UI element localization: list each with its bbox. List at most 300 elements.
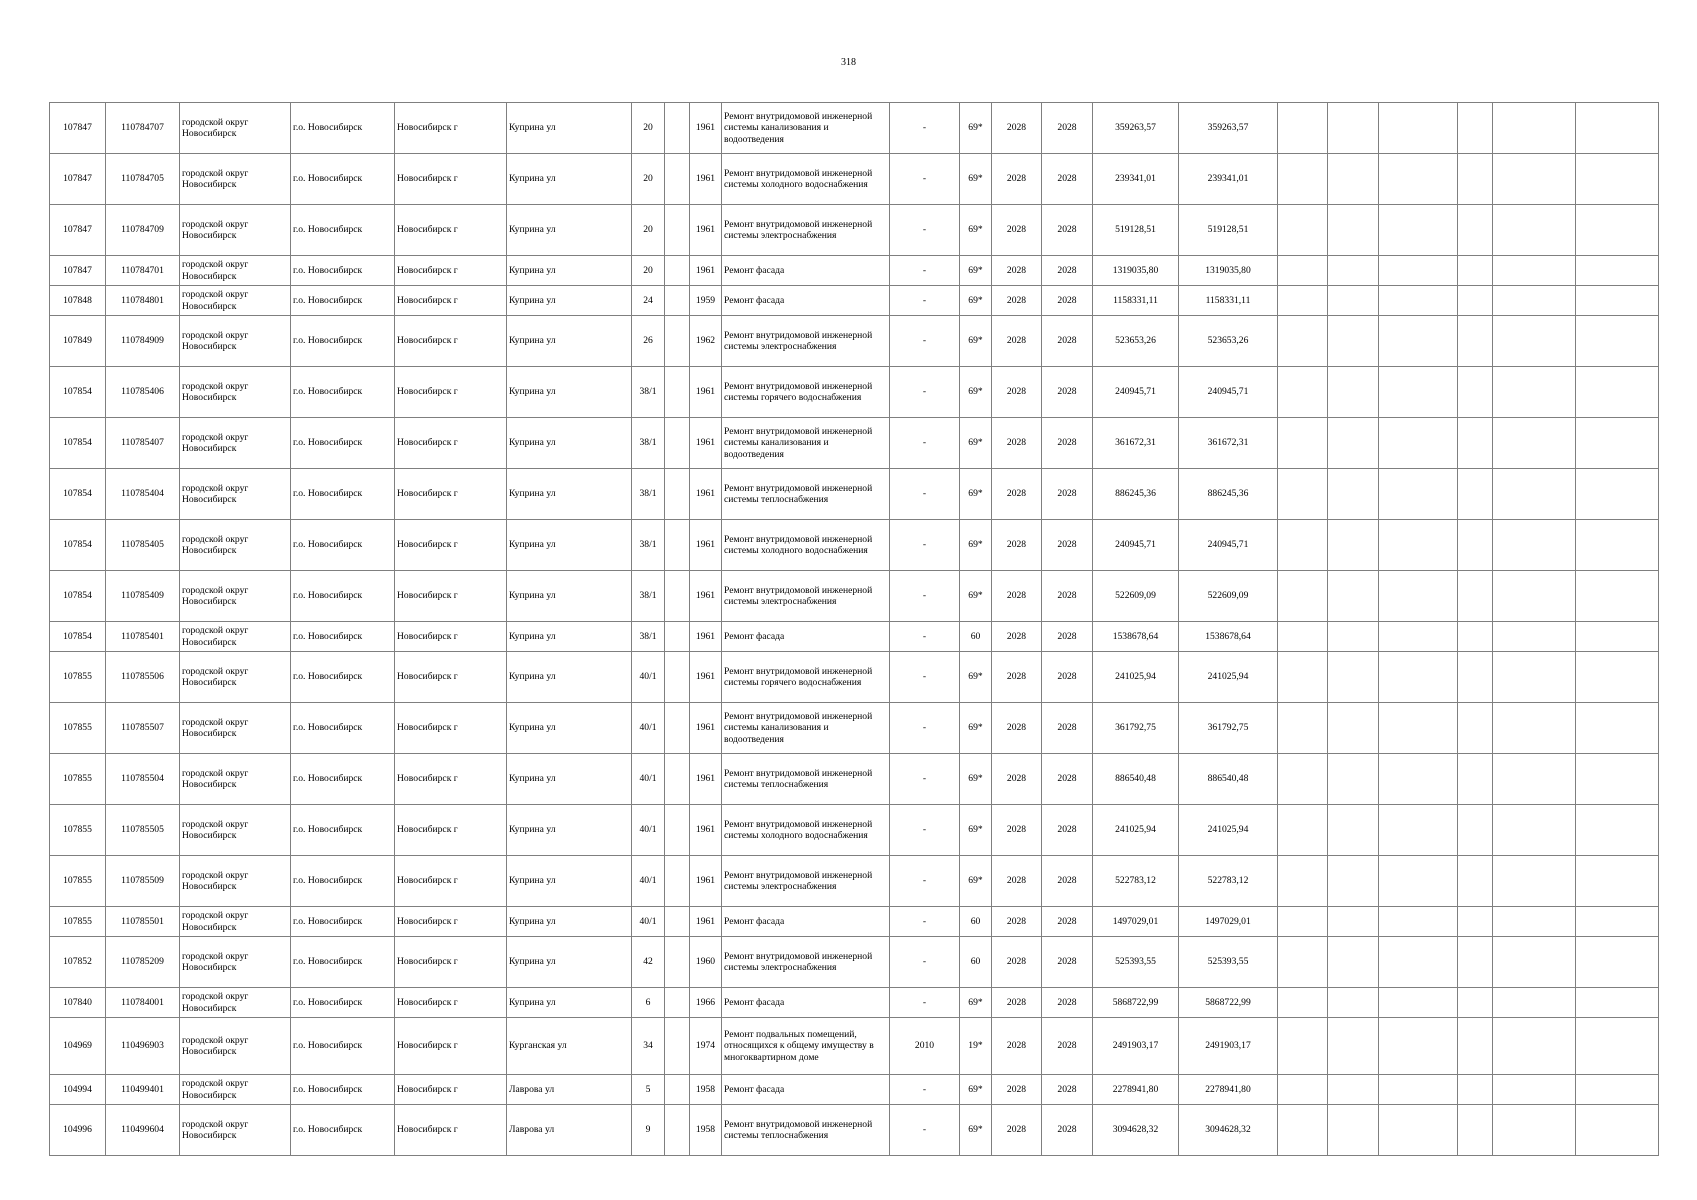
cell-empty — [1576, 652, 1659, 703]
cell-work-type: Ремонт внутридомовой инженерной системы теплоснабжения — [722, 754, 890, 805]
cell-municipality: городской округ Новосибирск — [180, 418, 291, 469]
cell-plan-year-start: 2028 — [992, 1018, 1042, 1075]
cell-system-id: 110785509 — [106, 856, 180, 907]
cell-house-number: 40/1 — [632, 907, 665, 937]
cell-empty — [1328, 652, 1379, 703]
cell-empty — [1379, 703, 1458, 754]
cell-system-id: 110785209 — [106, 937, 180, 988]
cell-build-year: 1960 — [690, 937, 722, 988]
cell-system-id: 110784909 — [106, 316, 180, 367]
cell-system-id: 110499401 — [106, 1075, 180, 1105]
cell-wear-percent: 69* — [960, 988, 992, 1018]
cell-registry-id: 107854 — [50, 469, 106, 520]
cell-empty — [1379, 469, 1458, 520]
cell-building — [665, 652, 690, 703]
cell-plan-year-end: 2028 — [1042, 622, 1093, 652]
cell-empty — [1458, 520, 1493, 571]
cell-municipality: городской округ Новосибирск — [180, 367, 291, 418]
cell-empty — [1379, 520, 1458, 571]
cell-empty — [1576, 805, 1659, 856]
cell-empty — [1493, 418, 1576, 469]
table-row — [50, 622, 1659, 652]
cell-cost-fund: 886540,48 — [1179, 754, 1278, 805]
cell-empty — [1458, 988, 1493, 1018]
cell-last-repair-year: - — [890, 937, 960, 988]
cell-empty — [1328, 103, 1379, 154]
cell-empty — [1458, 103, 1493, 154]
cell-municipality: городской округ Новосибирск — [180, 907, 291, 937]
cell-plan-year-end: 2028 — [1042, 856, 1093, 907]
cell-street: Куприна ул — [507, 856, 632, 907]
cell-system-id: 110784707 — [106, 103, 180, 154]
cell-settlement: Новосибирск г — [395, 418, 507, 469]
cell-plan-year-end: 2028 — [1042, 571, 1093, 622]
table-row — [50, 1018, 1659, 1075]
cell-build-year: 1961 — [690, 154, 722, 205]
cell-empty — [1493, 256, 1576, 286]
cell-cost-total: 522609,09 — [1093, 571, 1179, 622]
cell-municipal-district: г.о. Новосибирск — [291, 805, 395, 856]
cell-empty — [1379, 754, 1458, 805]
cell-empty — [1493, 103, 1576, 154]
cell-building — [665, 469, 690, 520]
cell-build-year: 1961 — [690, 703, 722, 754]
cell-work-type: Ремонт внутридомовой инженерной системы канализования и водоотведения — [722, 103, 890, 154]
cell-empty — [1328, 1018, 1379, 1075]
cell-last-repair-year: - — [890, 103, 960, 154]
cell-build-year: 1961 — [690, 652, 722, 703]
cell-work-type: Ремонт внутридомовой инженерной системы электроснабжения — [722, 937, 890, 988]
table-row — [50, 805, 1659, 856]
cell-house-number: 38/1 — [632, 622, 665, 652]
cell-empty — [1458, 703, 1493, 754]
cell-empty — [1458, 652, 1493, 703]
cell-settlement: Новосибирск г — [395, 571, 507, 622]
cell-system-id: 110785404 — [106, 469, 180, 520]
cell-empty — [1576, 520, 1659, 571]
cell-plan-year-start: 2028 — [992, 205, 1042, 256]
cell-building — [665, 907, 690, 937]
cell-system-id: 110785507 — [106, 703, 180, 754]
cell-wear-percent: 69* — [960, 103, 992, 154]
cell-municipal-district: г.о. Новосибирск — [291, 937, 395, 988]
cell-building — [665, 154, 690, 205]
cell-empty — [1458, 856, 1493, 907]
cell-system-id: 110785505 — [106, 805, 180, 856]
cell-building — [665, 286, 690, 316]
cell-empty — [1328, 571, 1379, 622]
cell-cost-total: 361672,31 — [1093, 418, 1179, 469]
cell-cost-fund: 2491903,17 — [1179, 1018, 1278, 1075]
cell-registry-id: 107855 — [50, 907, 106, 937]
cell-street: Куприна ул — [507, 154, 632, 205]
cell-empty — [1493, 937, 1576, 988]
cell-cost-fund: 239341,01 — [1179, 154, 1278, 205]
cell-building — [665, 703, 690, 754]
cell-build-year: 1966 — [690, 988, 722, 1018]
cell-building — [665, 805, 690, 856]
cell-empty — [1278, 103, 1328, 154]
cell-build-year: 1958 — [690, 1075, 722, 1105]
cell-last-repair-year: - — [890, 571, 960, 622]
cell-wear-percent: 69* — [960, 805, 992, 856]
cell-empty — [1576, 316, 1659, 367]
cell-system-id: 110784801 — [106, 286, 180, 316]
cell-build-year: 1961 — [690, 805, 722, 856]
cell-empty — [1458, 571, 1493, 622]
cell-municipality: городской округ Новосибирск — [180, 622, 291, 652]
cell-building — [665, 367, 690, 418]
cell-building — [665, 856, 690, 907]
capital-repair-table — [49, 102, 1659, 1156]
cell-empty — [1278, 367, 1328, 418]
cell-last-repair-year: - — [890, 1075, 960, 1105]
cell-municipality: городской округ Новосибирск — [180, 520, 291, 571]
cell-empty — [1576, 256, 1659, 286]
cell-wear-percent: 69* — [960, 571, 992, 622]
cell-empty — [1278, 418, 1328, 469]
table-row — [50, 286, 1659, 316]
cell-empty — [1576, 1075, 1659, 1105]
cell-wear-percent: 69* — [960, 856, 992, 907]
cell-empty — [1493, 856, 1576, 907]
table-row — [50, 469, 1659, 520]
table-row — [50, 1075, 1659, 1105]
cell-empty — [1493, 988, 1576, 1018]
cell-municipality: городской округ Новосибирск — [180, 256, 291, 286]
cell-municipal-district: г.о. Новосибирск — [291, 1018, 395, 1075]
cell-empty — [1328, 1105, 1379, 1156]
cell-street: Курганская ул — [507, 1018, 632, 1075]
cell-wear-percent: 69* — [960, 154, 992, 205]
cell-empty — [1493, 286, 1576, 316]
cell-cost-fund: 3094628,32 — [1179, 1105, 1278, 1156]
cell-empty — [1278, 805, 1328, 856]
cell-municipal-district: г.о. Новосибирск — [291, 367, 395, 418]
cell-work-type: Ремонт внутридомовой инженерной системы горячего водоснабжения — [722, 652, 890, 703]
cell-work-type: Ремонт внутридомовой инженерной системы электроснабжения — [722, 571, 890, 622]
cell-house-number: 42 — [632, 937, 665, 988]
cell-empty — [1278, 286, 1328, 316]
cell-empty — [1493, 316, 1576, 367]
cell-empty — [1576, 469, 1659, 520]
cell-plan-year-end: 2028 — [1042, 937, 1093, 988]
cell-registry-id: 107847 — [50, 103, 106, 154]
cell-building — [665, 418, 690, 469]
cell-wear-percent: 69* — [960, 1105, 992, 1156]
cell-municipality: городской округ Новосибирск — [180, 652, 291, 703]
cell-plan-year-start: 2028 — [992, 856, 1042, 907]
cell-empty — [1493, 907, 1576, 937]
cell-empty — [1576, 571, 1659, 622]
cell-municipal-district: г.о. Новосибирск — [291, 1075, 395, 1105]
cell-municipal-district: г.о. Новосибирск — [291, 652, 395, 703]
cell-house-number: 6 — [632, 988, 665, 1018]
cell-plan-year-start: 2028 — [992, 571, 1042, 622]
table-row — [50, 205, 1659, 256]
cell-cost-total: 886540,48 — [1093, 754, 1179, 805]
cell-registry-id: 107855 — [50, 652, 106, 703]
cell-building — [665, 520, 690, 571]
cell-street: Куприна ул — [507, 622, 632, 652]
cell-empty — [1576, 856, 1659, 907]
cell-cost-total: 239341,01 — [1093, 154, 1179, 205]
table-row — [50, 571, 1659, 622]
cell-wear-percent: 69* — [960, 367, 992, 418]
cell-house-number: 40/1 — [632, 805, 665, 856]
cell-settlement: Новосибирск г — [395, 622, 507, 652]
cell-registry-id: 107854 — [50, 418, 106, 469]
cell-empty — [1379, 367, 1458, 418]
cell-empty — [1379, 1075, 1458, 1105]
cell-house-number: 40/1 — [632, 754, 665, 805]
cell-plan-year-start: 2028 — [992, 805, 1042, 856]
cell-cost-total: 1158331,11 — [1093, 286, 1179, 316]
cell-cost-fund: 522783,12 — [1179, 856, 1278, 907]
cell-plan-year-end: 2028 — [1042, 1105, 1093, 1156]
cell-municipal-district: г.о. Новосибирск — [291, 754, 395, 805]
cell-settlement: Новосибирск г — [395, 856, 507, 907]
cell-street: Куприна ул — [507, 316, 632, 367]
cell-build-year: 1961 — [690, 571, 722, 622]
cell-house-number: 20 — [632, 154, 665, 205]
cell-empty — [1576, 754, 1659, 805]
cell-empty — [1458, 367, 1493, 418]
cell-house-number: 24 — [632, 286, 665, 316]
cell-empty — [1278, 154, 1328, 205]
cell-wear-percent: 69* — [960, 652, 992, 703]
page-number: 318 — [841, 57, 856, 68]
cell-wear-percent: 19* — [960, 1018, 992, 1075]
cell-settlement: Новосибирск г — [395, 937, 507, 988]
cell-last-repair-year: - — [890, 754, 960, 805]
cell-build-year: 1961 — [690, 469, 722, 520]
cell-empty — [1379, 154, 1458, 205]
cell-house-number: 20 — [632, 256, 665, 286]
cell-municipal-district: г.о. Новосибирск — [291, 856, 395, 907]
cell-wear-percent: 60 — [960, 937, 992, 988]
cell-plan-year-start: 2028 — [992, 469, 1042, 520]
cell-system-id: 110785406 — [106, 367, 180, 418]
cell-work-type: Ремонт внутридомовой инженерной системы электроснабжения — [722, 316, 890, 367]
cell-street: Лаврова ул — [507, 1075, 632, 1105]
cell-work-type: Ремонт внутридомовой инженерной системы канализования и водоотведения — [722, 703, 890, 754]
cell-empty — [1328, 154, 1379, 205]
cell-plan-year-start: 2028 — [992, 1105, 1042, 1156]
cell-system-id: 110785405 — [106, 520, 180, 571]
cell-plan-year-end: 2028 — [1042, 988, 1093, 1018]
cell-building — [665, 754, 690, 805]
cell-cost-fund: 886245,36 — [1179, 469, 1278, 520]
cell-system-id: 110784705 — [106, 154, 180, 205]
table-row — [50, 856, 1659, 907]
cell-work-type: Ремонт внутридомовой инженерной системы холодного водоснабжения — [722, 520, 890, 571]
cell-empty — [1328, 256, 1379, 286]
table-row — [50, 988, 1659, 1018]
cell-plan-year-end: 2028 — [1042, 154, 1093, 205]
cell-municipality: городской округ Новосибирск — [180, 856, 291, 907]
cell-building — [665, 571, 690, 622]
cell-street: Куприна ул — [507, 652, 632, 703]
cell-empty — [1458, 1075, 1493, 1105]
cell-cost-fund: 359263,57 — [1179, 103, 1278, 154]
cell-street: Лаврова ул — [507, 1105, 632, 1156]
cell-registry-id: 107840 — [50, 988, 106, 1018]
cell-house-number: 5 — [632, 1075, 665, 1105]
cell-municipal-district: г.о. Новосибирск — [291, 1105, 395, 1156]
cell-empty — [1379, 622, 1458, 652]
cell-registry-id: 107854 — [50, 571, 106, 622]
cell-empty — [1278, 856, 1328, 907]
cell-building — [665, 1105, 690, 1156]
cell-cost-total: 525393,55 — [1093, 937, 1179, 988]
cell-plan-year-start: 2028 — [992, 754, 1042, 805]
cell-empty — [1328, 805, 1379, 856]
cell-empty — [1379, 256, 1458, 286]
cell-build-year: 1961 — [690, 622, 722, 652]
table-row — [50, 652, 1659, 703]
table-row — [50, 907, 1659, 937]
cell-work-type: Ремонт фасада — [722, 256, 890, 286]
cell-registry-id: 107848 — [50, 286, 106, 316]
cell-wear-percent: 69* — [960, 469, 992, 520]
cell-empty — [1493, 652, 1576, 703]
cell-empty — [1379, 103, 1458, 154]
cell-empty — [1493, 154, 1576, 205]
cell-empty — [1493, 1018, 1576, 1075]
cell-house-number: 40/1 — [632, 703, 665, 754]
table-row — [50, 154, 1659, 205]
cell-cost-total: 522783,12 — [1093, 856, 1179, 907]
cell-empty — [1379, 286, 1458, 316]
cell-empty — [1458, 256, 1493, 286]
cell-wear-percent: 69* — [960, 754, 992, 805]
cell-wear-percent: 60 — [960, 622, 992, 652]
cell-last-repair-year: - — [890, 856, 960, 907]
cell-empty — [1458, 154, 1493, 205]
cell-municipal-district: г.о. Новосибирск — [291, 154, 395, 205]
cell-municipal-district: г.о. Новосибирск — [291, 103, 395, 154]
cell-work-type: Ремонт фасада — [722, 907, 890, 937]
cell-municipal-district: г.о. Новосибирск — [291, 469, 395, 520]
cell-house-number: 26 — [632, 316, 665, 367]
cell-cost-total: 2491903,17 — [1093, 1018, 1179, 1075]
cell-street: Куприна ул — [507, 703, 632, 754]
cell-empty — [1379, 805, 1458, 856]
cell-empty — [1379, 418, 1458, 469]
cell-empty — [1576, 937, 1659, 988]
cell-cost-total: 886245,36 — [1093, 469, 1179, 520]
cell-street: Куприна ул — [507, 256, 632, 286]
cell-settlement: Новосибирск г — [395, 1075, 507, 1105]
cell-build-year: 1961 — [690, 256, 722, 286]
cell-empty — [1328, 703, 1379, 754]
cell-settlement: Новосибирск г — [395, 1018, 507, 1075]
cell-system-id: 110785409 — [106, 571, 180, 622]
cell-empty — [1278, 256, 1328, 286]
cell-registry-id: 107854 — [50, 367, 106, 418]
cell-house-number: 20 — [632, 103, 665, 154]
cell-cost-fund: 2278941,80 — [1179, 1075, 1278, 1105]
cell-empty — [1493, 367, 1576, 418]
cell-cost-fund: 519128,51 — [1179, 205, 1278, 256]
table-row — [50, 754, 1659, 805]
cell-system-id: 110496903 — [106, 1018, 180, 1075]
cell-street: Куприна ул — [507, 469, 632, 520]
cell-system-id: 110785504 — [106, 754, 180, 805]
cell-settlement: Новосибирск г — [395, 805, 507, 856]
cell-house-number: 34 — [632, 1018, 665, 1075]
cell-empty — [1278, 652, 1328, 703]
cell-system-id: 110785501 — [106, 907, 180, 937]
cell-municipal-district: г.о. Новосибирск — [291, 205, 395, 256]
cell-street: Куприна ул — [507, 520, 632, 571]
cell-empty — [1576, 907, 1659, 937]
cell-system-id: 110784709 — [106, 205, 180, 256]
cell-empty — [1379, 856, 1458, 907]
cell-settlement: Новосибирск г — [395, 103, 507, 154]
cell-settlement: Новосибирск г — [395, 256, 507, 286]
cell-municipality: городской округ Новосибирск — [180, 703, 291, 754]
cell-municipal-district: г.о. Новосибирск — [291, 520, 395, 571]
cell-cost-total: 1319035,80 — [1093, 256, 1179, 286]
cell-last-repair-year: - — [890, 988, 960, 1018]
cell-settlement: Новосибирск г — [395, 754, 507, 805]
table-row — [50, 316, 1659, 367]
cell-plan-year-start: 2028 — [992, 520, 1042, 571]
cell-cost-fund: 1497029,01 — [1179, 907, 1278, 937]
cell-empty — [1278, 1105, 1328, 1156]
cell-system-id: 110784701 — [106, 256, 180, 286]
cell-cost-total: 3094628,32 — [1093, 1105, 1179, 1156]
cell-empty — [1328, 367, 1379, 418]
cell-empty — [1458, 937, 1493, 988]
cell-street: Куприна ул — [507, 907, 632, 937]
cell-empty — [1379, 205, 1458, 256]
cell-wear-percent: 69* — [960, 205, 992, 256]
cell-municipal-district: г.о. Новосибирск — [291, 571, 395, 622]
cell-build-year: 1961 — [690, 754, 722, 805]
cell-municipal-district: г.о. Новосибирск — [291, 703, 395, 754]
cell-work-type: Ремонт внутридомовой инженерной системы холодного водоснабжения — [722, 154, 890, 205]
cell-plan-year-start: 2028 — [992, 286, 1042, 316]
cell-build-year: 1961 — [690, 418, 722, 469]
cell-work-type: Ремонт внутридомовой инженерной системы теплоснабжения — [722, 469, 890, 520]
cell-last-repair-year: 2010 — [890, 1018, 960, 1075]
cell-empty — [1379, 1105, 1458, 1156]
cell-settlement: Новосибирск г — [395, 1105, 507, 1156]
cell-plan-year-start: 2028 — [992, 907, 1042, 937]
cell-street: Куприна ул — [507, 805, 632, 856]
cell-street: Куприна ул — [507, 367, 632, 418]
cell-empty — [1576, 367, 1659, 418]
cell-cost-fund: 1158331,11 — [1179, 286, 1278, 316]
cell-empty — [1278, 907, 1328, 937]
cell-municipal-district: г.о. Новосибирск — [291, 418, 395, 469]
cell-empty — [1328, 418, 1379, 469]
cell-registry-id: 107855 — [50, 703, 106, 754]
cell-settlement: Новосибирск г — [395, 703, 507, 754]
cell-last-repair-year: - — [890, 1105, 960, 1156]
cell-last-repair-year: - — [890, 205, 960, 256]
cell-house-number: 38/1 — [632, 418, 665, 469]
cell-empty — [1458, 805, 1493, 856]
cell-last-repair-year: - — [890, 286, 960, 316]
cell-settlement: Новосибирск г — [395, 469, 507, 520]
cell-plan-year-end: 2028 — [1042, 703, 1093, 754]
cell-empty — [1278, 571, 1328, 622]
cell-settlement: Новосибирск г — [395, 286, 507, 316]
